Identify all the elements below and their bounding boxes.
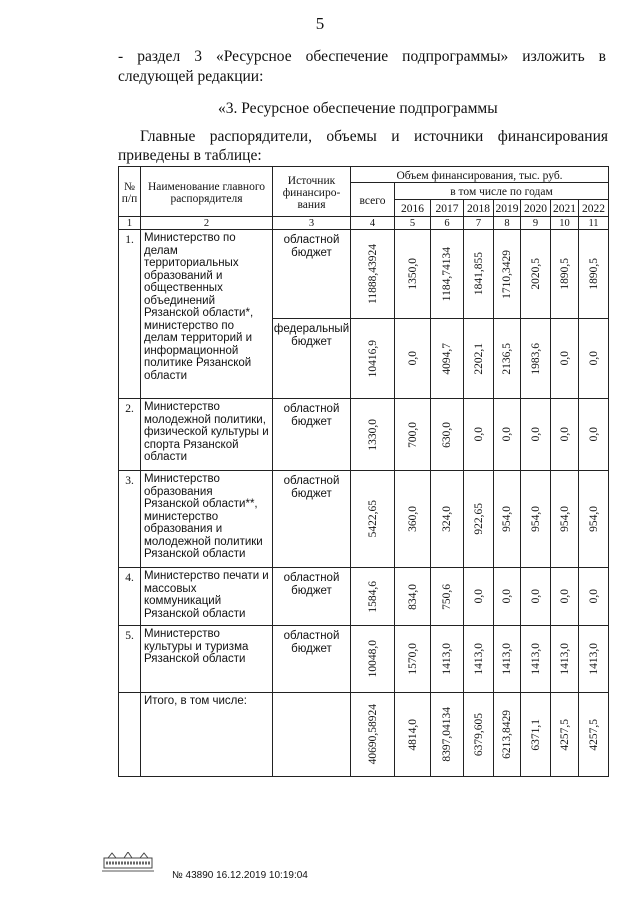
year-value: 954,0 (587, 506, 600, 532)
year-value: 954,0 (501, 506, 513, 532)
year-value-cell (579, 568, 609, 626)
total-value-cell (351, 230, 395, 319)
year-value-cell (464, 568, 494, 626)
year-value: 1710,3429 (501, 249, 513, 299)
year-value: 0,0 (558, 427, 571, 442)
total-index (119, 693, 141, 777)
year-value-cell (551, 626, 579, 693)
year-value-cell (521, 568, 551, 626)
header-name: Наименование главного распорядителя (141, 167, 273, 217)
year-value: 0,0 (558, 589, 571, 604)
total-value-cell (351, 626, 395, 693)
year-value: 4094,7 (441, 342, 453, 375)
row-index: 5. (119, 626, 141, 693)
year-value: 2202,1 (472, 342, 485, 375)
year-value-cell (521, 399, 551, 471)
year-value: 1983,6 (529, 342, 542, 375)
year-value-cell (431, 471, 464, 568)
column-number: 3 (273, 217, 351, 230)
year-value: 1350,0 (406, 258, 419, 290)
grand-total-year-value: 6379,605 (472, 712, 485, 757)
year-value: 954,0 (529, 506, 542, 532)
column-number: 5 (395, 217, 431, 230)
grand-total-year-value: 6213,8429 (501, 710, 513, 759)
grand-total-year-value-cell (579, 693, 609, 777)
intro-line-2: следующей редакции: (118, 68, 264, 85)
table-row (119, 568, 609, 626)
header-year: 2016 (395, 200, 431, 217)
column-number: 10 (551, 217, 579, 230)
grand-total-value-cell (351, 693, 395, 777)
header-year: 2017 (431, 200, 464, 217)
printing-house-stamp-icon (98, 852, 158, 874)
grand-total-year-value-cell (395, 693, 431, 777)
year-value-cell (551, 319, 579, 399)
year-value-cell (395, 319, 431, 399)
year-value: 1890,5 (558, 258, 571, 290)
year-value-cell (431, 230, 464, 319)
lead-line-2: приведены в таблице: (118, 147, 262, 164)
total-source (273, 693, 351, 777)
year-value-cell (464, 319, 494, 399)
grand-total-year-value-cell (464, 693, 494, 777)
column-number: 6 (431, 217, 464, 230)
table-row (119, 626, 609, 693)
year-value-cell (521, 319, 551, 399)
funding-source: федеральный бюджет (273, 319, 351, 399)
grand-total-year-value: 6371,1 (529, 718, 542, 751)
grand-total-year-value: 4257,5 (558, 718, 571, 751)
year-value-cell (431, 399, 464, 471)
year-value-cell (431, 626, 464, 693)
year-value-cell (494, 230, 521, 319)
distributor-name: Министерство по делам территориальных образований и общественных объединений Рязанской области*, министерство по делам территорий и информационной политике Рязанской области (141, 230, 273, 399)
row-index: 2. (119, 399, 141, 471)
year-value: 0,0 (529, 427, 542, 442)
header-year: 2021 (551, 200, 579, 217)
header-year: 2018 (464, 200, 494, 217)
funding-source: областной бюджет (273, 399, 351, 471)
table-row (119, 230, 609, 319)
column-number: 9 (521, 217, 551, 230)
header-year: 2019 (494, 200, 521, 217)
year-value-cell (395, 471, 431, 568)
year-value: 750,6 (441, 583, 453, 610)
year-value: 0,0 (472, 589, 485, 604)
year-value-cell (431, 319, 464, 399)
year-value: 0,0 (529, 589, 542, 604)
year-value-cell (395, 568, 431, 626)
year-value: 1413,0 (587, 643, 600, 675)
year-value-cell (395, 230, 431, 319)
year-value: 0,0 (501, 427, 513, 442)
distributor-name: Министерство образования Рязанской области**, министерство образования и молодежной политики Рязанской области (141, 471, 273, 568)
year-value-cell (464, 230, 494, 319)
total-value: 5422,65 (366, 500, 379, 538)
funding-source: областной бюджет (273, 471, 351, 568)
year-value: 1413,0 (501, 643, 513, 675)
row-index: 1. (119, 230, 141, 399)
year-value: 630,0 (441, 421, 453, 448)
year-value: 1184,74134 (441, 246, 453, 302)
row-index: 4. (119, 568, 141, 626)
header-year: 2022 (579, 200, 609, 217)
grand-total-year-value: 8397,04134 (441, 707, 453, 762)
year-value: 2136,5 (501, 342, 513, 375)
year-value: 700,0 (406, 421, 419, 448)
year-value: 1841,855 (472, 252, 485, 296)
year-value-cell (551, 399, 579, 471)
total-value: 1330,0 (366, 418, 379, 451)
year-value: 0,0 (406, 351, 419, 366)
intro-line-1: - раздел 3 «Ресурсное обеспечение подпрограммы» изложить в (118, 48, 606, 65)
row-index: 3. (119, 471, 141, 568)
year-value: 1570,0 (406, 643, 419, 675)
year-value-cell (579, 471, 609, 568)
year-value-cell (494, 399, 521, 471)
footer-registration: № 43890 16.12.2019 10:19:04 (172, 870, 308, 881)
year-value: 922,65 (472, 503, 485, 535)
year-value-cell (431, 568, 464, 626)
total-value: 1584,6 (366, 580, 379, 613)
year-value: 1413,0 (441, 643, 453, 675)
year-value: 0,0 (587, 589, 600, 604)
year-value-cell (521, 230, 551, 319)
grand-total-year-value: 4257,5 (587, 718, 600, 751)
lead-line-1: Главные распорядители, объемы и источники финансирования (140, 128, 608, 145)
total-value: 10048,0 (366, 640, 379, 678)
total-value-cell (351, 471, 395, 568)
distributor-name: Министерство молодежной политики, физической культуры и спорта Рязанской области (141, 399, 273, 471)
year-value-cell (521, 471, 551, 568)
year-value: 2020,5 (529, 258, 542, 290)
header-num: № п/п (119, 167, 141, 217)
year-value: 0,0 (472, 427, 485, 442)
total-label: Итого, в том числе: (141, 693, 273, 777)
year-value: 1413,0 (472, 643, 485, 675)
funding-source: областной бюджет (273, 568, 351, 626)
year-value-cell (579, 230, 609, 319)
year-value: 360,0 (406, 506, 419, 532)
grand-total-year-value-cell (551, 693, 579, 777)
header-total: всего (351, 183, 395, 217)
grand-total-value: 40690,58924 (366, 704, 379, 765)
total-value: 10416,9 (366, 339, 379, 378)
header-by-year: в том числе по годам (395, 183, 609, 200)
column-number: 8 (494, 217, 521, 230)
year-value: 0,0 (558, 351, 571, 366)
total-value: 11888,43924 (366, 244, 379, 304)
funding-source: областной бюджет (273, 230, 351, 319)
year-value-cell (551, 568, 579, 626)
year-value-cell (494, 319, 521, 399)
year-value-cell (395, 626, 431, 693)
grand-total-year-value-cell (431, 693, 464, 777)
year-value-cell (464, 399, 494, 471)
year-value-cell (579, 319, 609, 399)
year-value: 1890,5 (587, 258, 600, 290)
year-value: 834,0 (406, 583, 419, 610)
column-number: 11 (579, 217, 609, 230)
year-value-cell (494, 626, 521, 693)
year-value-cell (395, 399, 431, 471)
year-value-cell (494, 471, 521, 568)
total-value-cell (351, 319, 395, 399)
year-value-cell (464, 471, 494, 568)
total-value-cell (351, 568, 395, 626)
grand-total-year-value-cell (521, 693, 551, 777)
year-value: 1413,0 (558, 643, 571, 675)
distributor-name: Министерство печати и массовых коммуникаций Рязанской области (141, 568, 273, 626)
header-volume: Объем финансирования, тыс. руб. (351, 167, 609, 183)
year-value: 0,0 (501, 589, 513, 604)
year-value-cell (579, 399, 609, 471)
header-year: 2020 (521, 200, 551, 217)
year-value-cell (521, 626, 551, 693)
year-value: 954,0 (558, 506, 571, 532)
grand-total-year-value-cell (494, 693, 521, 777)
year-value-cell (551, 471, 579, 568)
column-number: 1 (119, 217, 141, 230)
distributor-name: Министерство культуры и туризма Рязанской области (141, 626, 273, 693)
year-value-cell (464, 626, 494, 693)
table-row (119, 471, 609, 568)
year-value: 324,0 (441, 506, 453, 532)
total-row (119, 693, 609, 777)
year-value: 1413,0 (529, 643, 542, 675)
total-value-cell (351, 399, 395, 471)
grand-total-year-value: 4814,0 (406, 718, 419, 751)
year-value-cell (579, 626, 609, 693)
year-value-cell (494, 568, 521, 626)
year-value-cell (551, 230, 579, 319)
year-value: 0,0 (587, 427, 600, 442)
funding-source: областной бюджет (273, 626, 351, 693)
header-source: Источник финансиро-вания (273, 167, 351, 217)
page-number: 5 (315, 14, 325, 33)
table-row (119, 399, 609, 471)
financing-table (118, 166, 609, 777)
section-heading: «3. Ресурсное обеспечение подпрограммы (218, 100, 498, 117)
column-number: 2 (141, 217, 273, 230)
year-value: 0,0 (587, 351, 600, 366)
column-number: 7 (464, 217, 494, 230)
column-number: 4 (351, 217, 395, 230)
